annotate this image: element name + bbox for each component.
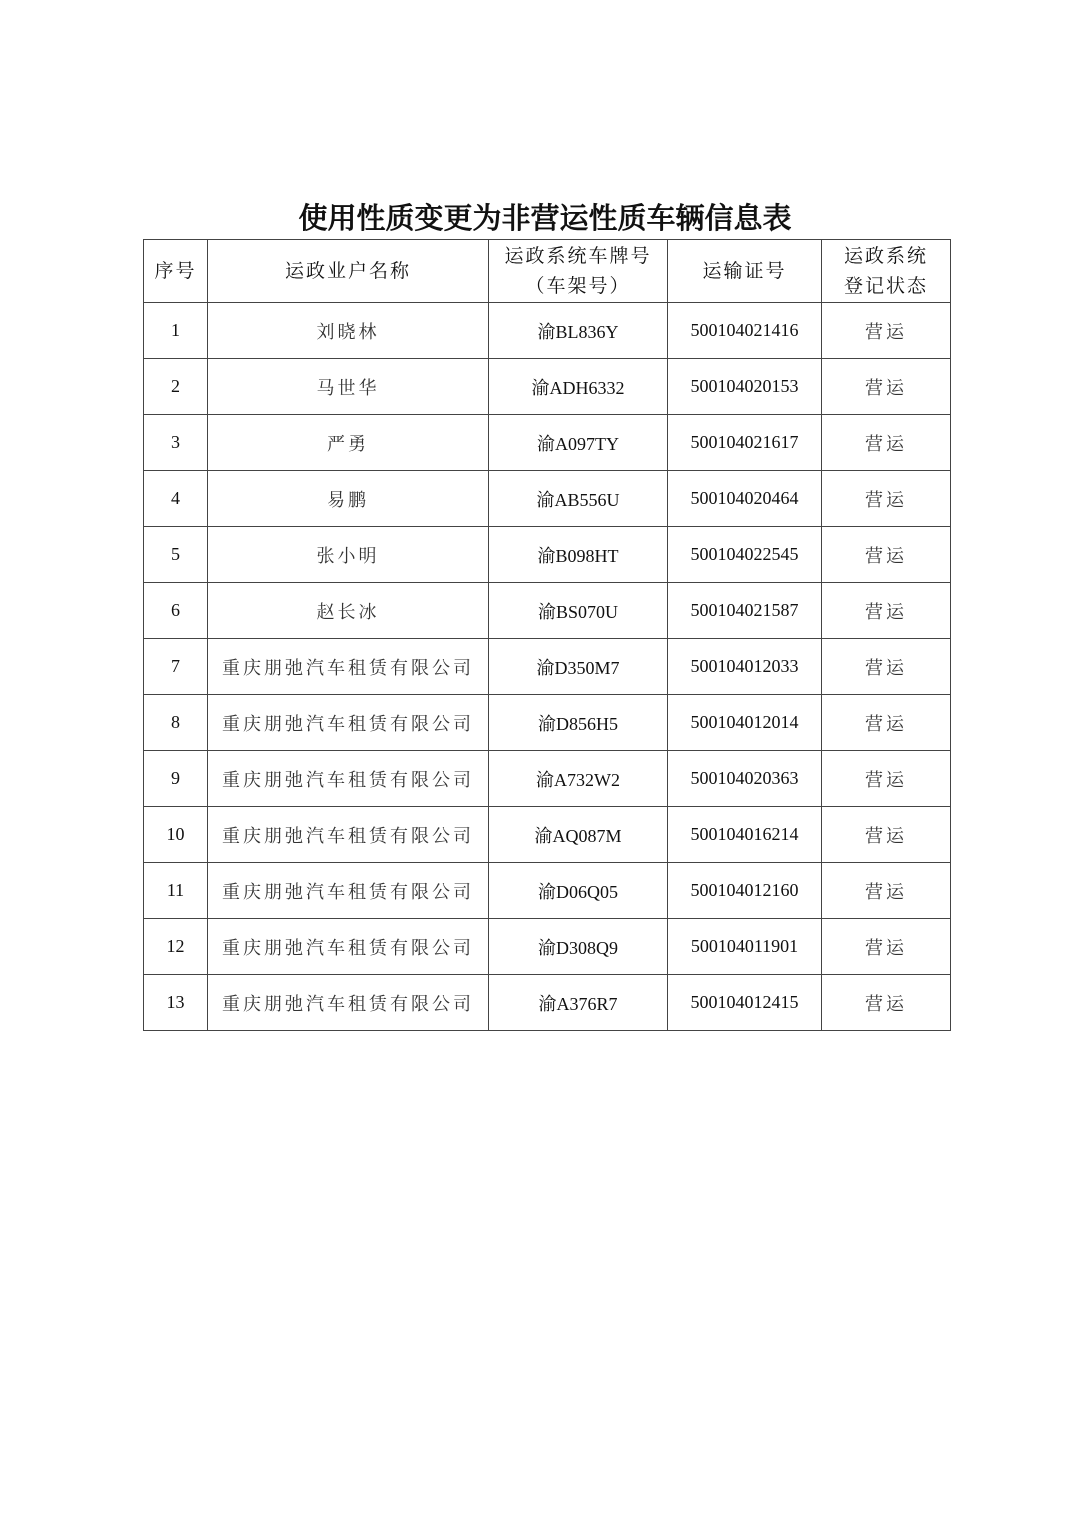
cell-plate: 渝D856H5 (489, 695, 668, 751)
header-plate-line2: （车架号） (525, 275, 631, 297)
header-status-line2: 登记状态 (843, 275, 928, 297)
table-row (144, 751, 951, 807)
cell-no: 8 (144, 695, 208, 751)
cell-no: 5 (144, 527, 208, 583)
cell-plate: 渝BL836Y (489, 303, 668, 359)
cell-owner-name: 重庆朋弛汽车租赁有限公司 (208, 919, 489, 975)
cell-no: 6 (144, 583, 208, 639)
cell-status: 营运 (822, 639, 951, 695)
cell-plate: 渝D308Q9 (489, 919, 668, 975)
cell-no: 11 (144, 863, 208, 919)
cell-owner-name: 张小明 (208, 527, 489, 583)
table-row (144, 807, 951, 863)
table-row (144, 415, 951, 471)
cell-no: 7 (144, 639, 208, 695)
table-row (144, 863, 951, 919)
table-row (144, 975, 951, 1031)
cell-no: 3 (144, 415, 208, 471)
cell-plate: 渝D350M7 (489, 639, 668, 695)
page-title: 使用性质变更为非营运性质车辆信息表 (298, 201, 792, 235)
cell-owner-name: 严勇 (208, 415, 489, 471)
vehicle-info-table (143, 239, 951, 1031)
header-status-line1: 运政系统 (843, 245, 928, 267)
cell-owner-name: 刘晓林 (208, 303, 489, 359)
cell-cert-no: 500104012033 (668, 639, 822, 695)
cell-no: 2 (144, 359, 208, 415)
cell-owner-name: 重庆朋弛汽车租赁有限公司 (208, 807, 489, 863)
cell-no: 1 (144, 303, 208, 359)
cell-status: 营运 (822, 303, 951, 359)
cell-cert-no: 500104020363 (668, 751, 822, 807)
header-plate-line1: 运政系统车牌号 (504, 245, 652, 267)
table-row (144, 303, 951, 359)
table-row (144, 919, 951, 975)
cell-owner-name: 重庆朋弛汽车租赁有限公司 (208, 695, 489, 751)
table-row (144, 639, 951, 695)
cell-owner-name: 重庆朋弛汽车租赁有限公司 (208, 639, 489, 695)
cell-owner-name: 马世华 (208, 359, 489, 415)
header-no: 序号 (144, 240, 208, 303)
cell-plate: 渝A376R7 (489, 975, 668, 1031)
cell-cert-no: 500104012160 (668, 863, 822, 919)
cell-cert-no: 500104011901 (668, 919, 822, 975)
cell-status: 营运 (822, 471, 951, 527)
cell-status: 营运 (822, 527, 951, 583)
cell-owner-name: 重庆朋弛汽车租赁有限公司 (208, 975, 489, 1031)
cell-status: 营运 (822, 807, 951, 863)
table-header-row (144, 240, 951, 303)
cell-status: 营运 (822, 359, 951, 415)
cell-owner-name: 易鹏 (208, 471, 489, 527)
cell-status: 营运 (822, 975, 951, 1031)
cell-no: 10 (144, 807, 208, 863)
header-name: 运政业户名称 (208, 240, 489, 303)
header-cert: 运输证号 (668, 240, 822, 303)
cell-status: 营运 (822, 863, 951, 919)
cell-owner-name: 重庆朋弛汽车租赁有限公司 (208, 863, 489, 919)
cell-plate: 渝D06Q05 (489, 863, 668, 919)
cell-cert-no: 500104021617 (668, 415, 822, 471)
cell-no: 9 (144, 751, 208, 807)
cell-cert-no: 500104012014 (668, 695, 822, 751)
cell-owner-name: 重庆朋弛汽车租赁有限公司 (208, 751, 489, 807)
cell-cert-no: 500104012415 (668, 975, 822, 1031)
cell-plate: 渝B098HT (489, 527, 668, 583)
cell-status: 营运 (822, 919, 951, 975)
cell-plate: 渝AB556U (489, 471, 668, 527)
header-plate (489, 240, 668, 303)
cell-plate: 渝AQ087M (489, 807, 668, 863)
table-body (144, 303, 951, 1031)
cell-no: 13 (144, 975, 208, 1031)
cell-plate: 渝BS070U (489, 583, 668, 639)
cell-no: 4 (144, 471, 208, 527)
cell-status: 营运 (822, 583, 951, 639)
header-status (822, 240, 951, 303)
cell-plate: 渝A097TY (489, 415, 668, 471)
cell-cert-no: 500104022545 (668, 527, 822, 583)
cell-cert-no: 500104020464 (668, 471, 822, 527)
cell-no: 12 (144, 919, 208, 975)
cell-plate: 渝ADH6332 (489, 359, 668, 415)
table-row (144, 527, 951, 583)
cell-owner-name: 赵长冰 (208, 583, 489, 639)
cell-status: 营运 (822, 695, 951, 751)
table-row (144, 695, 951, 751)
cell-status: 营运 (822, 751, 951, 807)
cell-plate: 渝A732W2 (489, 751, 668, 807)
cell-cert-no: 500104020153 (668, 359, 822, 415)
cell-status: 营运 (822, 415, 951, 471)
cell-cert-no: 500104016214 (668, 807, 822, 863)
table-row (144, 583, 951, 639)
table-row (144, 359, 951, 415)
table-row (144, 471, 951, 527)
cell-cert-no: 500104021416 (668, 303, 822, 359)
cell-cert-no: 500104021587 (668, 583, 822, 639)
